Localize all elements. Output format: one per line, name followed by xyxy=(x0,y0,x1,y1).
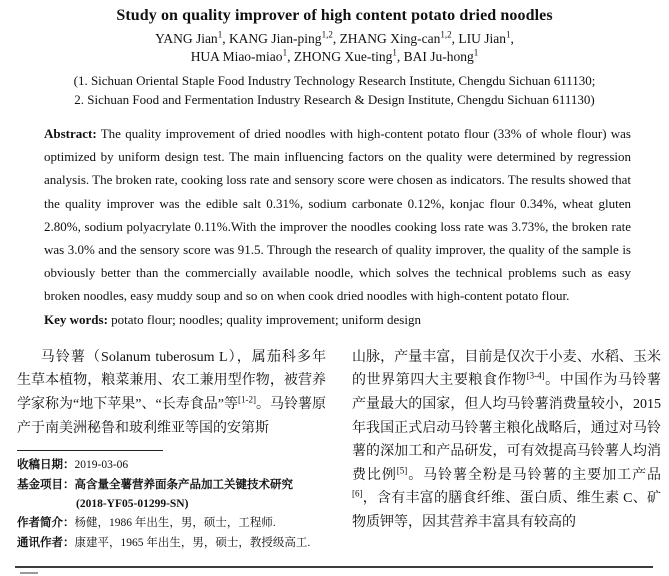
body-text: 山脉，产量丰富，目前是仅次于小麦、水稻、玉米的世界第四大主要粮食作物 xyxy=(352,349,661,389)
author-line-1 xyxy=(0,30,669,48)
footnote-fund-project xyxy=(17,476,326,515)
abstract-block xyxy=(44,122,631,331)
body-text: 。马铃薯原产于南美洲秘鲁和玻利维亚等国的安第斯 xyxy=(17,397,326,436)
body-text: 。中国作为马铃薯产量最大的国家，但人均马铃薯消费量较小，2015 年我国正式启动马铃薯主粮化战略后，通过对马铃薯的深加工和产品研发，可有效提高马铃薯人均消费比例 xyxy=(352,373,662,483)
author-affil-sup: 1 xyxy=(217,29,223,40)
citation-ref: [5] xyxy=(396,465,408,476)
left-column xyxy=(17,346,326,553)
author-line-2 xyxy=(0,48,669,66)
author-list xyxy=(0,30,669,65)
author-separator: , xyxy=(510,31,514,46)
footnote-received-date xyxy=(17,456,326,475)
intro-paragraph-left xyxy=(17,346,326,440)
citation-ref: [1-2] xyxy=(237,394,256,405)
keywords-line xyxy=(44,308,631,331)
author-affil-sup: 1 xyxy=(506,29,511,40)
abstract-text: The quality improvement of dried noodles with high-content potato flour (33% of whole flour) was optimized by uniform design test. The main influencing factors on the quality were determined by regression analysis. The broken rate, cooking loss rate and sensory score were chosen as indicators. The results showed that the quality improver was the edible salt 0.31%, sodium carbonate 0.12%, konjac flour 0.34%, wheat gluten 2.80%, sodium polyacrylate 0.11%.With the improver the noodles cooking loss rate was 3.73%, the broken rate was 3.0% and the sensory score was 91.5. Through the research of quality improver, the quality of the sample is obviously better than the commercially available noodle, which solves the technical problems such as easy broken noodles, easy muddy soup and so on when cook dried noodles with high-content potato flour. xyxy=(44,126,631,304)
citation-ref: [6] xyxy=(352,488,363,499)
footnote-text: 高含量全薯营养面条产品加工关键技术研究 (2018-YF05-01299-SN) xyxy=(74,478,293,511)
intro-paragraph-right xyxy=(352,346,661,535)
body-text: 马铃薯（Solanum tuberosum L），属茄科多年生草本植物，粮菜兼用、农工兼用型作物，被营养学家称为“地下苹果”、“长寿食品”等 xyxy=(17,349,326,413)
author-name: , BAI Ju-hong xyxy=(396,48,474,64)
abstract-label: Abstract: xyxy=(44,126,97,141)
two-column-body xyxy=(0,346,669,553)
right-column xyxy=(352,346,661,553)
author-name: , ZHANG Xing-can xyxy=(332,31,441,46)
footnote-text: 2019-03-06 xyxy=(74,459,129,472)
author-name: , LIU Jian xyxy=(451,31,507,46)
author-affil-sup: 1 xyxy=(392,47,397,57)
keywords-label: Key words: xyxy=(44,311,108,327)
paper-title: Study on quality improver of high content potato dried noodles xyxy=(116,7,553,24)
footnote-corresponding-author xyxy=(17,534,326,553)
author-affil-sup: 1 xyxy=(282,47,288,57)
citation-ref: [3-4] xyxy=(526,370,545,381)
footnote-text: 康建平，1965 年出生，男，硕士，教授级高工. xyxy=(74,536,311,549)
author-affil-sup: 1,2 xyxy=(321,29,333,40)
paper-page xyxy=(0,6,669,576)
affiliation-list xyxy=(0,71,669,109)
affiliation-line-1: (1. Sichuan Oriental Staple Food Industry Technology Research Institute, Chengdu Sichuan 611130; xyxy=(73,73,596,88)
page-bottom-rule xyxy=(15,566,653,568)
author-name: HUA Miao-miao xyxy=(190,48,283,64)
author-affil-sup: 1,2 xyxy=(440,29,452,40)
author-affil-sup: 1 xyxy=(473,47,479,57)
footnote-label: 作者简介： xyxy=(17,517,75,530)
footnote-label: 基金项目： xyxy=(17,478,75,491)
footnote-block xyxy=(17,456,326,553)
footnote-label: 通讯作者： xyxy=(17,536,75,549)
body-text: 。马铃薯全粉是马铃薯的主要加工产品 xyxy=(407,467,662,483)
author-name: , ZHONG Xue-ting xyxy=(287,48,393,64)
author-name: YANG Jian xyxy=(155,31,218,46)
affiliation-line-2: 2. Sichuan Food and Fermentation Industry Research & Design Institute, Chengdu Sichuan 611130) xyxy=(74,92,595,107)
footnote-label: 收稿日期： xyxy=(17,459,75,472)
footnote-text: 杨健，1986 年出生，男，硕士，工程师. xyxy=(74,517,276,530)
body-text: ，含有丰富的膳食纤维、蛋白质、维生素 C、矿物质钾等，因其营养丰富具有较高的 xyxy=(352,491,661,530)
keywords-text: potato flour; noodles; quality improvement; uniform design xyxy=(107,311,421,327)
author-name: , KANG Jian-ping xyxy=(222,31,322,46)
footnote-separator-line xyxy=(17,450,163,451)
page-bottom-mark xyxy=(20,572,38,574)
footnote-author-bio xyxy=(17,514,326,533)
